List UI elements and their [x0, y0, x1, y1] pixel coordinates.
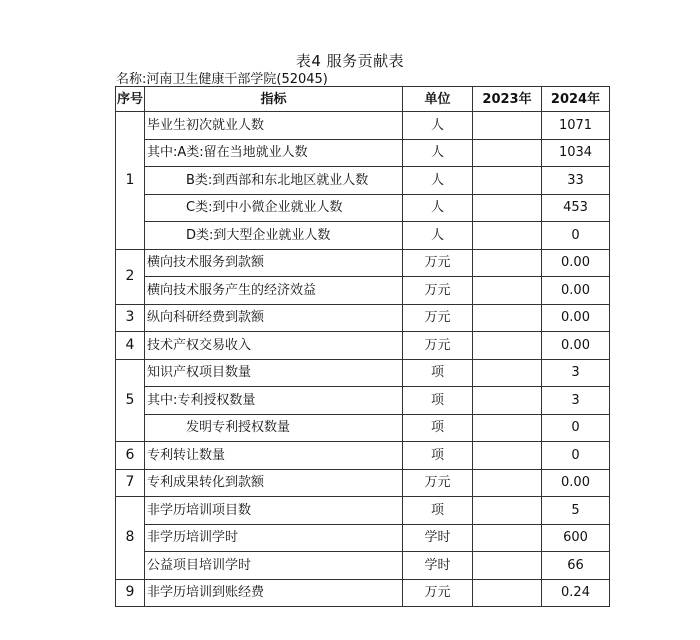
- row-indicator: 公益项目培训学时: [145, 552, 403, 580]
- header-2023: 2023年: [473, 87, 542, 112]
- table-row: [116, 167, 610, 195]
- table-row: [116, 112, 610, 140]
- row-indicator: D类:到大型企业就业人数: [145, 222, 403, 250]
- row-value-2023: [473, 552, 542, 580]
- table-row: [116, 469, 610, 497]
- page-title: 表4 服务贡献表: [295, 52, 405, 70]
- row-unit: 项: [403, 442, 473, 470]
- table-row: [116, 277, 610, 305]
- row-indicator: 毕业生初次就业人数: [145, 112, 403, 140]
- service-contribution-table: [115, 86, 610, 607]
- row-unit: 人: [403, 112, 473, 140]
- row-seq: 2: [116, 249, 145, 304]
- table-row: [116, 497, 610, 525]
- row-indicator: 发明专利授权数量: [145, 414, 403, 442]
- row-value-2024: 5: [542, 497, 610, 525]
- row-unit: 万元: [403, 332, 473, 360]
- row-indicator: C类:到中小微企业就业人数: [145, 194, 403, 222]
- row-indicator: 纵向科研经费到款额: [145, 304, 403, 332]
- row-unit: 万元: [403, 249, 473, 277]
- row-unit: 人: [403, 222, 473, 250]
- header-2024: 2024年: [542, 87, 610, 112]
- row-value-2024: 453: [542, 194, 610, 222]
- row-value-2024: 1034: [542, 139, 610, 167]
- row-value-2023: [473, 387, 542, 415]
- row-value-2023: [473, 579, 542, 607]
- row-value-2024: 0.00: [542, 304, 610, 332]
- table-header-row: [116, 87, 610, 112]
- table-row: [116, 304, 610, 332]
- row-indicator: 横向技术服务产生的经济效益: [145, 277, 403, 305]
- row-value-2023: [473, 194, 542, 222]
- row-seq: 7: [116, 469, 145, 497]
- row-seq: 5: [116, 359, 145, 442]
- row-seq: 1: [116, 112, 145, 250]
- header-unit: 单位: [403, 87, 473, 112]
- table-row: [116, 552, 610, 580]
- table-row: [116, 579, 610, 607]
- row-value-2024: 0: [542, 414, 610, 442]
- row-value-2023: [473, 524, 542, 552]
- row-unit: 项: [403, 497, 473, 525]
- row-unit: 万元: [403, 304, 473, 332]
- row-value-2024: 0.24: [542, 579, 610, 607]
- row-unit: 学时: [403, 524, 473, 552]
- table-row: [116, 139, 610, 167]
- row-indicator: 技术产权交易收入: [145, 332, 403, 360]
- row-value-2023: [473, 304, 542, 332]
- row-value-2024: 0.00: [542, 332, 610, 360]
- row-value-2023: [473, 139, 542, 167]
- table-row: [116, 249, 610, 277]
- row-indicator: 非学历培训项目数: [145, 497, 403, 525]
- row-unit: 项: [403, 414, 473, 442]
- row-unit: 人: [403, 139, 473, 167]
- table-row: [116, 222, 610, 250]
- table-row: [116, 332, 610, 360]
- row-value-2024: 600: [542, 524, 610, 552]
- row-value-2024: 0.00: [542, 249, 610, 277]
- row-indicator: 知识产权项目数量: [145, 359, 403, 387]
- row-value-2024: 0: [542, 442, 610, 470]
- row-value-2023: [473, 442, 542, 470]
- table-row: [116, 194, 610, 222]
- row-unit: 万元: [403, 469, 473, 497]
- header-seq: 序号: [116, 87, 145, 112]
- table-row: [116, 524, 610, 552]
- row-unit: 万元: [403, 579, 473, 607]
- row-seq: 4: [116, 332, 145, 360]
- row-indicator: 专利成果转化到款额: [145, 469, 403, 497]
- row-value-2024: 0.00: [542, 277, 610, 305]
- header-indicator: 指标: [145, 87, 403, 112]
- row-indicator: 非学历培训学时: [145, 524, 403, 552]
- table-row: [116, 442, 610, 470]
- row-indicator: 横向技术服务到款额: [145, 249, 403, 277]
- row-unit: 项: [403, 359, 473, 387]
- row-value-2024: 0: [542, 222, 610, 250]
- row-value-2023: [473, 414, 542, 442]
- row-value-2023: [473, 469, 542, 497]
- row-value-2024: 1071: [542, 112, 610, 140]
- row-indicator: B类:到西部和东北地区就业人数: [145, 167, 403, 195]
- row-seq: 3: [116, 304, 145, 332]
- row-value-2023: [473, 277, 542, 305]
- row-unit: 人: [403, 167, 473, 195]
- table-row: [116, 414, 610, 442]
- row-seq: 9: [116, 579, 145, 607]
- row-value-2023: [473, 497, 542, 525]
- row-value-2024: 0.00: [542, 469, 610, 497]
- row-value-2023: [473, 167, 542, 195]
- table-row: [116, 387, 610, 415]
- row-value-2023: [473, 222, 542, 250]
- row-value-2024: 66: [542, 552, 610, 580]
- row-unit: 人: [403, 194, 473, 222]
- row-seq: 8: [116, 497, 145, 580]
- row-indicator: 其中:专利授权数量: [145, 387, 403, 415]
- row-value-2023: [473, 249, 542, 277]
- table-row: [116, 359, 610, 387]
- row-value-2024: 3: [542, 359, 610, 387]
- row-value-2023: [473, 112, 542, 140]
- row-value-2024: 3: [542, 387, 610, 415]
- row-indicator: 非学历培训到账经费: [145, 579, 403, 607]
- row-indicator: 专利转让数量: [145, 442, 403, 470]
- row-indicator: 其中:A类:留在当地就业人数: [145, 139, 403, 167]
- entity-name: 名称:河南卫生健康干部学院(52045): [116, 72, 328, 87]
- row-unit: 项: [403, 387, 473, 415]
- row-value-2023: [473, 332, 542, 360]
- row-value-2024: 33: [542, 167, 610, 195]
- row-seq: 6: [116, 442, 145, 470]
- row-value-2023: [473, 359, 542, 387]
- row-unit: 学时: [403, 552, 473, 580]
- row-unit: 万元: [403, 277, 473, 305]
